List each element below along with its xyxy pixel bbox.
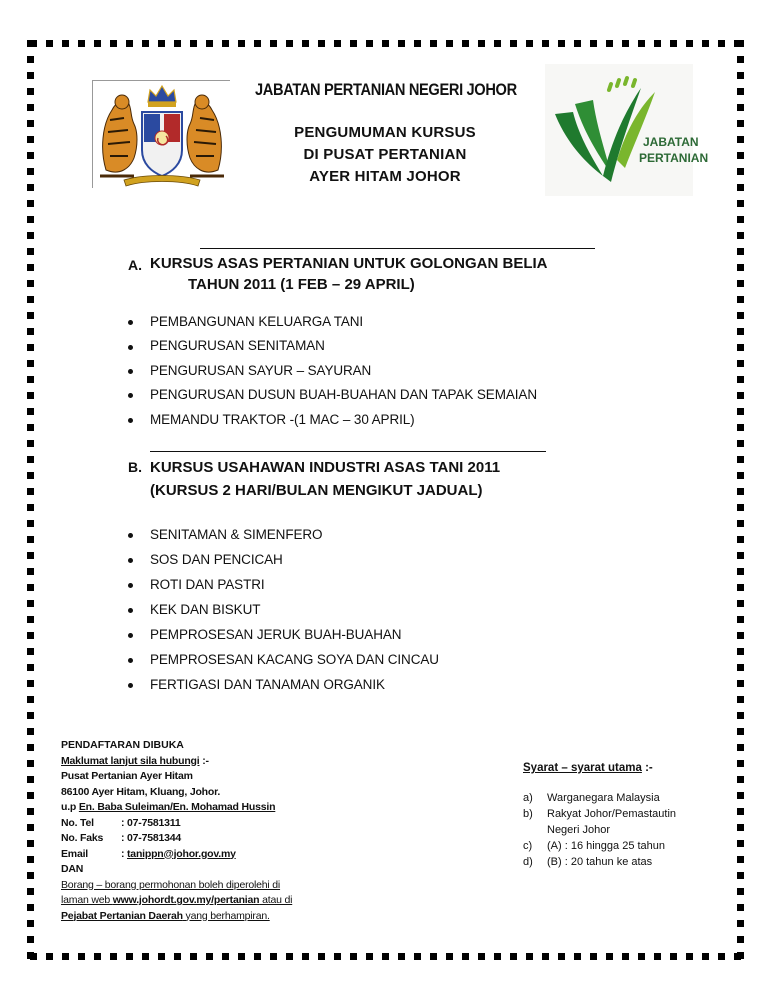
attention-line — [61, 800, 321, 816]
section-b-title: KURSUS USAHAWAN INDUSTRI ASAS TANI 2011 — [150, 459, 501, 476]
info-label — [61, 754, 321, 770]
section-b-letter: B. — [128, 459, 142, 475]
list-item-text: Negeri Johor — [547, 824, 610, 836]
logo-text-line: PERTANIAN — [639, 151, 709, 165]
list-item: PEMBANGUNAN KELUARGA TANI — [127, 310, 537, 334]
form-info-line: Borang – borang permohonan boleh diperolehi di — [61, 878, 281, 891]
logo-text-line: JABATAN — [643, 135, 699, 149]
list-item: MEMANDU TRAKTOR -(1 MAC – 30 APRIL) — [127, 408, 537, 432]
address-line: Pusat Pertanian Ayer Hitam — [61, 770, 193, 782]
section-a-letter: A. — [128, 257, 142, 273]
announcement-line: DI PUSAT PERTANIAN — [303, 146, 467, 163]
website-link[interactable]: www.johordt.gov.my/pertanian — [112, 894, 260, 906]
info-label-suffix: :- — [199, 754, 209, 767]
list-item — [523, 822, 723, 838]
info-label-text: Maklumat lanjut sila hubungi — [61, 754, 200, 767]
list-item — [523, 790, 723, 806]
form-info-line — [61, 909, 321, 925]
list-item-key: a) — [523, 792, 533, 804]
list-item-key: d) — [523, 856, 533, 868]
divider-line — [200, 248, 595, 249]
list-item: FERTIGASI DAN TANAMAN ORGANIK — [127, 672, 439, 697]
fax-value: : 07-7581344 — [121, 832, 182, 844]
requirements-title — [523, 762, 653, 774]
list-item — [523, 806, 723, 822]
phone-value: : 07-7581311 — [121, 816, 181, 829]
section-a-course-list — [127, 310, 537, 432]
email-colon: : — [121, 847, 128, 860]
divider-line — [150, 451, 546, 452]
list-item-key: c) — [523, 840, 533, 852]
registration-heading: PENDAFTARAN DIBUKA — [61, 739, 184, 751]
section-a-title: TAHUN 2011 (1 FEB – 29 APRIL) — [188, 276, 415, 293]
list-item-key: b) — [523, 808, 533, 820]
list-item: SOS DAN PENCICAH — [127, 547, 439, 572]
list-item: SENITAMAN & SIMENFERO — [127, 522, 439, 547]
list-item: ROTI DAN PASTRI — [127, 572, 439, 597]
list-item: KEK DAN BISKUT — [127, 597, 439, 622]
list-item — [523, 854, 723, 870]
form-line-suffix: yang berhampiran. — [182, 909, 270, 922]
email-label: Email — [61, 847, 89, 860]
organization-title: JABATAN PERTANIAN NEGERI JOHOR — [255, 80, 517, 99]
announcement-line: AYER HITAM JOHOR — [309, 168, 461, 185]
phone-label: No. Tel — [61, 816, 94, 829]
form-line-suffix: atau di — [259, 894, 293, 906]
email-link[interactable]: tanippn@johor.gov.my — [127, 847, 236, 860]
section-b-course-list — [127, 522, 439, 697]
list-item: PEMPROSESAN JERUK BUAH-BUAHAN — [127, 622, 439, 647]
form-info-line — [61, 893, 321, 909]
district-office: Pejabat Pertanian Daerah — [61, 909, 183, 922]
and-text: DAN — [61, 863, 84, 875]
phone-line — [61, 816, 321, 832]
list-item-text: Warganegara Malaysia — [547, 792, 660, 804]
attention-prefix: u.p — [61, 801, 79, 813]
attention-names: En. Baba Suleiman/En. Mohamad Hussin — [78, 801, 276, 813]
list-item: PENGURUSAN SAYUR – SAYURAN — [127, 359, 537, 383]
list-item: PENGURUSAN SENITAMAN — [127, 334, 537, 358]
contact-info — [61, 738, 321, 924]
johor-crest-logo — [94, 80, 230, 190]
announcement-line: PENGUMUMAN KURSUS — [294, 124, 476, 141]
jabatan-pertanian-logo — [545, 64, 709, 196]
address-line: 86100 Ayer Hitam, Kluang, Johor. — [61, 785, 221, 798]
requirements-list — [523, 790, 723, 870]
list-item-text: Rakyat Johor/Pemastautin — [547, 808, 677, 820]
section-a-title: KURSUS ASAS PERTANIAN UNTUK GOLONGAN BELIA — [150, 255, 548, 272]
fax-label: No. Faks — [61, 832, 104, 844]
announcement-heading — [270, 122, 500, 188]
requirements-title-suffix: :- — [641, 762, 653, 774]
form-line-prefix: laman web — [61, 894, 113, 906]
list-item: PENGURUSAN DUSUN BUAH-BUAHAN DAN TAPAK SEMAIAN — [127, 383, 537, 407]
list-item: PEMPROSESAN KACANG SOYA DAN CINCAU — [127, 647, 439, 672]
list-item-text: (B) : 20 tahun ke atas — [547, 856, 653, 868]
email-line — [61, 847, 321, 863]
requirements-title-text: Syarat – syarat utama — [523, 762, 642, 774]
list-item — [523, 838, 723, 854]
list-item-text: (A) : 16 hingga 25 tahun — [547, 840, 666, 852]
section-b-title: (KURSUS 2 HARI/BULAN MENGIKUT JADUAL) — [150, 482, 483, 499]
fax-line — [61, 831, 321, 847]
